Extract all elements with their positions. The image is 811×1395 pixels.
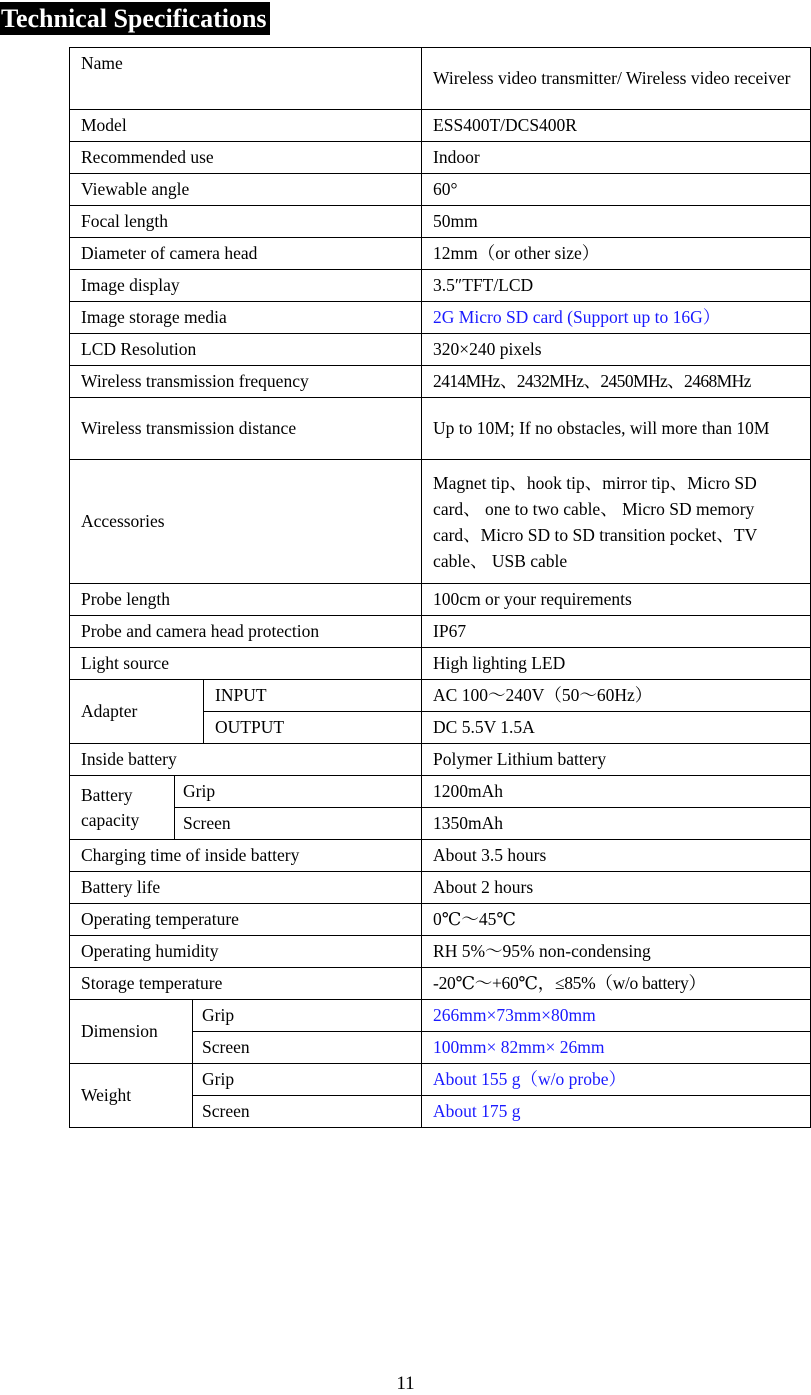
spec-label: Probe and camera head protection xyxy=(70,616,422,648)
table-row xyxy=(70,110,811,142)
page-title: Technical Specifications xyxy=(0,2,270,35)
spec-value: 50mm xyxy=(422,206,811,238)
spec-value: Up to 10M; If no obstacles, will more than 10M xyxy=(422,398,811,460)
spec-value: AC 100～240V（50～60Hz） xyxy=(422,680,811,712)
page-number: 11 xyxy=(396,1373,415,1394)
spec-value: About 3.5 hours xyxy=(422,840,811,872)
table-row xyxy=(70,174,811,206)
spec-value: About 175 g xyxy=(422,1096,811,1128)
spec-value: 1200mAh xyxy=(422,776,811,808)
table-row xyxy=(70,48,811,110)
spec-label: Model xyxy=(70,110,422,142)
table-row xyxy=(70,904,811,936)
spec-value: 2G Micro SD card (Support up to 16G） xyxy=(422,302,811,334)
table-row xyxy=(70,238,811,270)
table-row xyxy=(70,270,811,302)
spec-label: Adapter xyxy=(70,680,204,744)
table-row xyxy=(70,398,811,460)
spec-sublabel: Screen xyxy=(193,1096,422,1128)
spec-label: Charging time of inside battery xyxy=(70,840,422,872)
spec-value: High lighting LED xyxy=(422,648,811,680)
spec-value: 12mm（or other size） xyxy=(422,238,811,270)
table-row xyxy=(70,366,811,398)
spec-sublabel: Screen xyxy=(175,808,422,840)
spec-sublabel: Grip xyxy=(175,776,422,808)
spec-value: 1350mAh xyxy=(422,808,811,840)
table-row xyxy=(70,142,811,174)
spec-sublabel: INPUT xyxy=(204,680,422,712)
spec-value: Magnet tip、hook tip、mirror tip、Micro SD card、 one to two cable、 Micro SD memory card、Micro SD to SD transition pocket、TV cable、 USB cable xyxy=(422,460,811,584)
table-row xyxy=(70,936,811,968)
spec-label: Image storage media xyxy=(70,302,422,334)
spec-value: 320×240 pixels xyxy=(422,334,811,366)
table-row xyxy=(70,840,811,872)
spec-label: Accessories xyxy=(70,460,422,584)
spec-value: About 155 g（w/o probe） xyxy=(422,1064,811,1096)
spec-value: 3.5″TFT/LCD xyxy=(422,270,811,302)
table-row xyxy=(70,460,811,584)
spec-value: DC 5.5V 1.5A xyxy=(422,712,811,744)
spec-value: Wireless video transmitter/ Wireless video receiver xyxy=(422,48,811,110)
spec-value: Indoor xyxy=(422,142,811,174)
table-row xyxy=(70,808,811,840)
spec-label: Battery capacity xyxy=(70,776,175,840)
spec-label: Operating temperature xyxy=(70,904,422,936)
spec-label: Inside battery xyxy=(70,744,422,776)
spec-label: Recommended use xyxy=(70,142,422,174)
spec-sublabel: Grip xyxy=(193,1064,422,1096)
spec-label: Probe length xyxy=(70,584,422,616)
spec-label: Viewable angle xyxy=(70,174,422,206)
table-row xyxy=(70,1064,811,1096)
spec-value: ESS400T/DCS400R xyxy=(422,110,811,142)
spec-label: Wireless transmission frequency xyxy=(70,366,422,398)
spec-label: Battery life xyxy=(70,872,422,904)
spec-label: LCD Resolution xyxy=(70,334,422,366)
spec-value: About 2 hours xyxy=(422,872,811,904)
table-row xyxy=(70,872,811,904)
spec-value: 100cm or your requirements xyxy=(422,584,811,616)
spec-label: Diameter of camera head xyxy=(70,238,422,270)
spec-label: Focal length xyxy=(70,206,422,238)
spec-value: 2414MHz、2432MHz、2450MHz、2468MHz xyxy=(422,366,811,398)
spec-label: Weight xyxy=(70,1064,193,1128)
table-row xyxy=(70,334,811,366)
spec-sublabel: OUTPUT xyxy=(204,712,422,744)
table-row xyxy=(70,968,811,1000)
spec-label: Image display xyxy=(70,270,422,302)
table-row xyxy=(70,302,811,334)
spec-value: -20℃～+60℃，≤85%（w/o battery） xyxy=(422,968,811,1000)
spec-value: 60° xyxy=(422,174,811,206)
spec-value: 0℃～45℃ xyxy=(422,904,811,936)
spec-value: Polymer Lithium battery xyxy=(422,744,811,776)
spec-sublabel: Screen xyxy=(193,1032,422,1064)
spec-value: RH 5%～95% non-condensing xyxy=(422,936,811,968)
table-row xyxy=(70,680,811,712)
table-row xyxy=(70,616,811,648)
table-row xyxy=(70,1000,811,1032)
spec-sublabel: Grip xyxy=(193,1000,422,1032)
spec-label: Wireless transmission distance xyxy=(70,398,422,460)
spec-label: Storage temperature xyxy=(70,968,422,1000)
spec-label: Name xyxy=(70,48,422,110)
spec-label: Light source xyxy=(70,648,422,680)
spec-value: IP67 xyxy=(422,616,811,648)
spec-value: 100mm× 82mm× 26mm xyxy=(422,1032,811,1064)
table-row xyxy=(70,776,811,808)
spec-label: Dimension xyxy=(70,1000,193,1064)
table-row xyxy=(70,206,811,238)
spec-value: 266mm×73mm×80mm xyxy=(422,1000,811,1032)
specifications-table xyxy=(69,47,811,1128)
table-row xyxy=(70,744,811,776)
spec-label: Operating humidity xyxy=(70,936,422,968)
table-row xyxy=(70,648,811,680)
table-row xyxy=(70,584,811,616)
